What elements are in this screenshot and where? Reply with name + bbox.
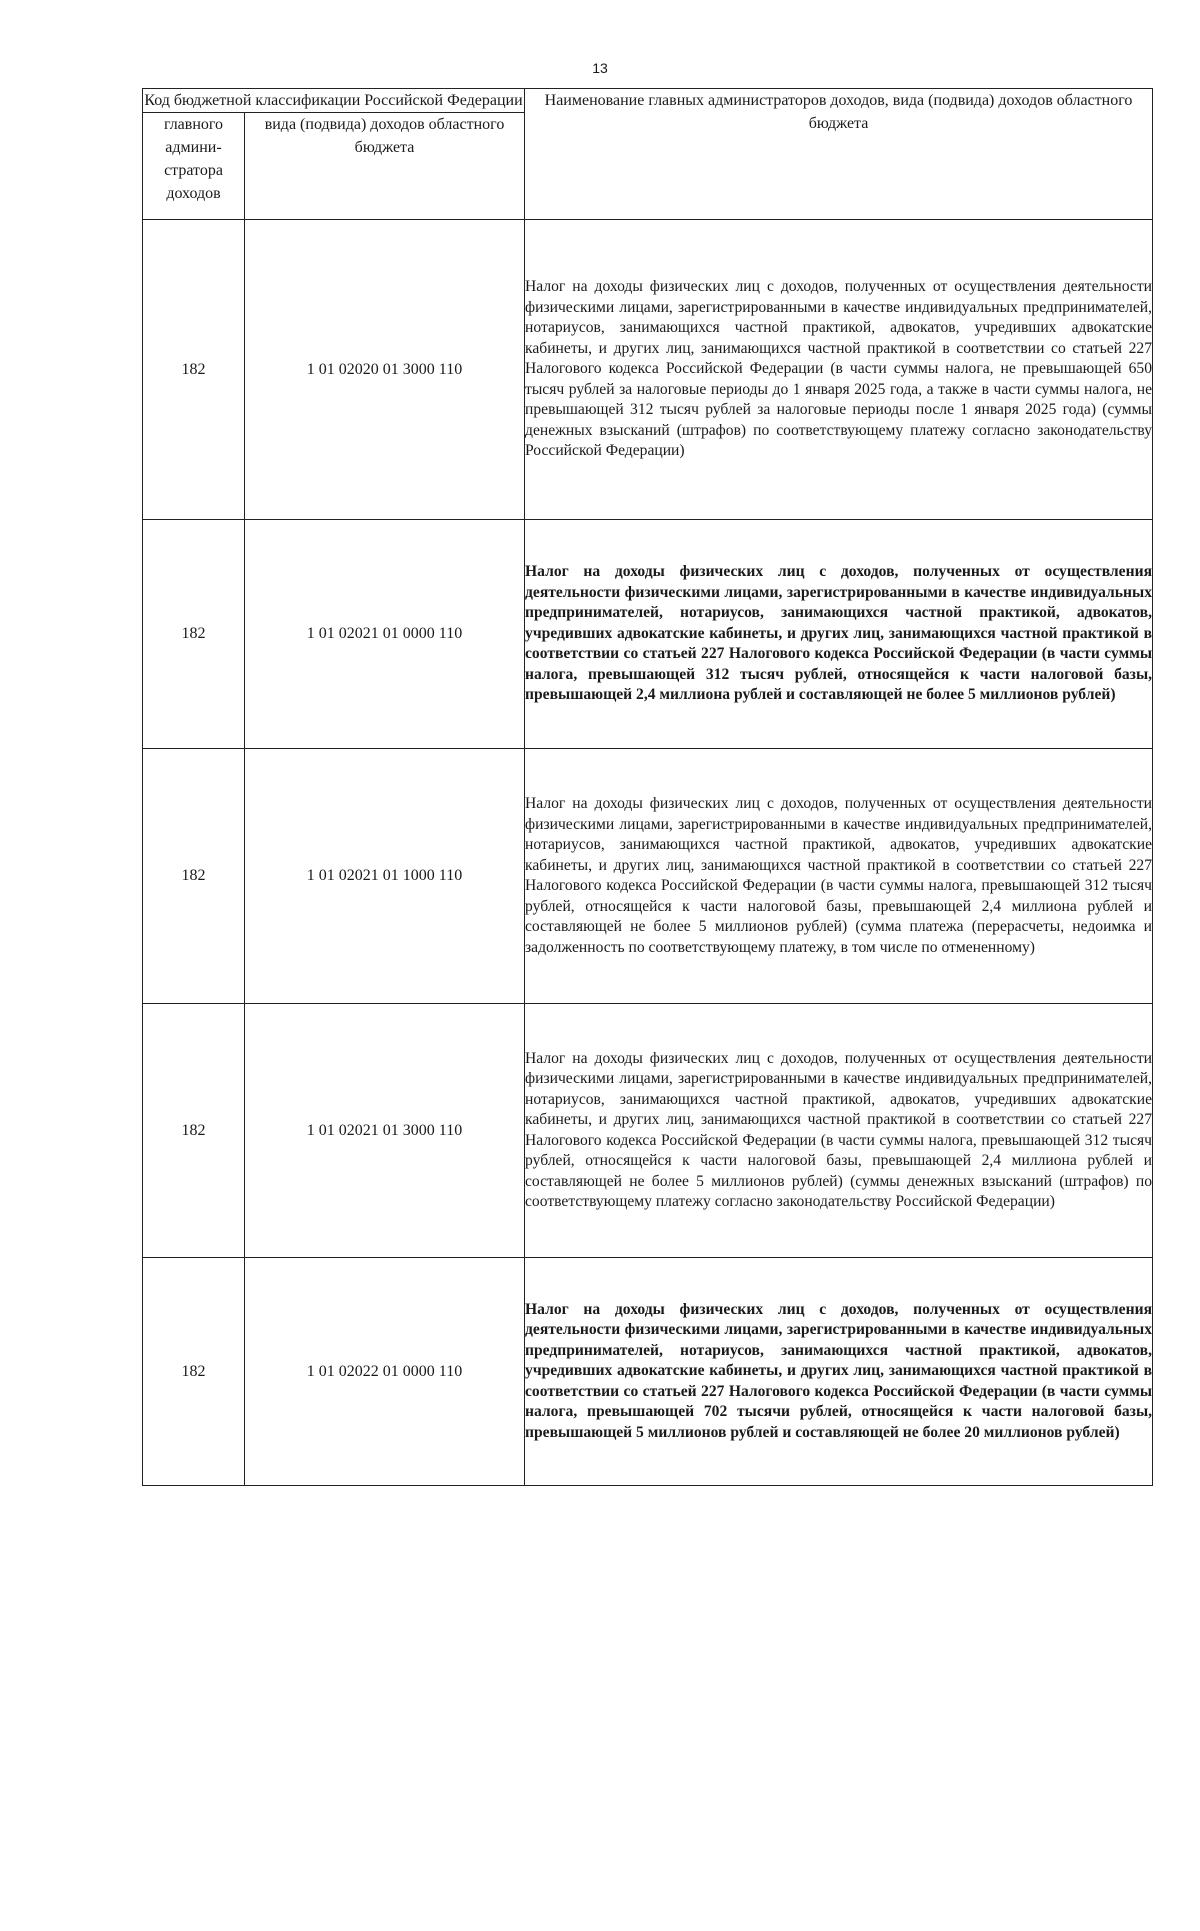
admin-code: 182 <box>143 1004 245 1258</box>
description-cell <box>525 749 1153 1004</box>
admin-code: 182 <box>143 220 245 520</box>
income-description: Налог на доходы физических лиц с доходов, полученных от осуществления деятельности физическими лицами, зарегистрированными в качестве индивидуальных предпринимателей, нотариусов, занимающихся частной практикой, адвокатов, учредивших адвокатские кабинеты, и других лиц, занимающихся частной практикой в соответствии со статьей 227 Налогового кодекса Российской Федерации (в части суммы налога, превышающей 312 тысяч рублей, относящейся к части налоговой базы, превышающей 2,4 миллиона рублей и составляющей не более 5 миллионов рублей) <box>525 563 1153 704</box>
table-row <box>143 1258 1153 1486</box>
table-row <box>143 520 1153 749</box>
description-cell <box>525 220 1153 520</box>
header-admin: главного админи-стратора доходов <box>143 113 245 220</box>
header-type: вида (подвида) доходов областного бюджета <box>245 113 525 220</box>
description-cell <box>525 1258 1153 1486</box>
income-description: Налог на доходы физических лиц с доходов, полученных от осуществления деятельности физическими лицами, зарегистрированными в качестве индивидуальных предпринимателей, нотариусов, занимающихся частной практикой, адвокатов, учредивших адвокатские кабинеты, и других лиц, занимающихся частной практикой в соответствии со статьей 227 Налогового кодекса Российской Федерации (в части суммы налога, не превышающей 650 тысяч рублей за налоговые периоды до 1 января 2025 года, а также в части суммы налога, не превышающей 312 тысяч рублей за налоговые периоды после 1 января 2025 года) (суммы денежных взысканий (штрафов) по соответствующему платежу согласно законодательству Российской Федерации) <box>525 278 1153 460</box>
income-code: 1 01 02022 01 0000 110 <box>245 1258 525 1486</box>
admin-code: 182 <box>143 749 245 1004</box>
admin-code: 182 <box>143 1258 245 1486</box>
header-name: Наименование главных администраторов доходов, вида (подвида) доходов областного бюджета <box>525 89 1153 220</box>
income-code: 1 01 02021 01 3000 110 <box>245 1004 525 1258</box>
table-row <box>143 749 1153 1004</box>
table-row <box>143 1004 1153 1258</box>
income-code: 1 01 02020 01 3000 110 <box>245 220 525 520</box>
table-row <box>143 220 1153 520</box>
page-number: 13 <box>592 60 608 76</box>
income-description: Налог на доходы физических лиц с доходов, полученных от осуществления деятельности физическими лицами, зарегистрированными в качестве индивидуальных предпринимателей, нотариусов, занимающихся частной практикой, адвокатов, учредивших адвокатские кабинеты, и других лиц, занимающихся частной практикой в соответствии со статьей 227 Налогового кодекса Российской Федерации (в части суммы налога, превышающей 312 тысяч рублей, относящейся к части налоговой базы, превышающей 2,4 миллиона рублей и составляющей не более 5 миллионов рублей) (сумма платежа (перерасчеты, недоимка и задолженность по соответствующему платежу, в том числе по отмененному) <box>525 795 1153 956</box>
header-kbk: Код бюджетной классификации Российской Федерации <box>143 89 525 113</box>
description-cell <box>525 1004 1153 1258</box>
table-header-row <box>143 89 1153 113</box>
income-description: Налог на доходы физических лиц с доходов, полученных от осуществления деятельности физическими лицами, зарегистрированными в качестве индивидуальных предпринимателей, нотариусов, занимающихся частной практикой, адвокатов, учредивших адвокатские кабинеты, и других лиц, занимающихся частной практикой в соответствии со статьей 227 Налогового кодекса Российской Федерации (в части суммы налога, превышающей 312 тысяч рублей, относящейся к части налоговой базы, превышающей 2,4 миллиона рублей и составляющей не более 5 миллионов рублей) (суммы денежных взысканий (штрафов) по соответствующему платежу согласно законодательству Российской Федерации) <box>525 1049 1153 1210</box>
income-code: 1 01 02021 01 1000 110 <box>245 749 525 1004</box>
income-description: Налог на доходы физических лиц с доходов, полученных от осуществления деятельности физическими лицами, зарегистрированными в качестве индивидуальных предпринимателей, нотариусов, занимающихся частной практикой, адвокатов, учредивших адвокатские кабинеты, и других лиц, занимающихся частной практикой в соответствии со статьей 227 Налогового кодекса Российской Федерации (в части суммы налога, превышающей 702 тысячи рублей, относящейся к части налоговой базы, превышающей 5 миллионов рублей и составляющей не более 20 миллионов рублей) <box>525 1300 1153 1441</box>
description-cell <box>525 520 1153 749</box>
admin-code: 182 <box>143 520 245 749</box>
income-code: 1 01 02021 01 0000 110 <box>245 520 525 749</box>
budget-classification-table <box>142 88 1153 1486</box>
